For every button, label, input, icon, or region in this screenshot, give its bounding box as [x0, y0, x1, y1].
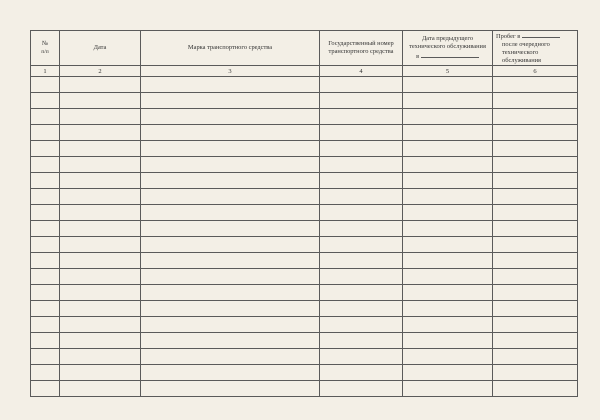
- log-cell[interactable]: [320, 109, 403, 125]
- log-cell[interactable]: [141, 333, 320, 349]
- log-cell[interactable]: [403, 285, 493, 301]
- log-cell[interactable]: [320, 141, 403, 157]
- log-row: [31, 349, 578, 365]
- column-number: 1: [31, 66, 60, 77]
- log-cell[interactable]: [31, 141, 60, 157]
- log-cell[interactable]: [141, 93, 320, 109]
- log-cell[interactable]: [60, 269, 141, 285]
- log-cell[interactable]: [320, 317, 403, 333]
- log-cell[interactable]: [60, 221, 141, 237]
- log-cell[interactable]: [493, 205, 578, 221]
- column-number-row: [31, 66, 578, 77]
- log-cell[interactable]: [141, 269, 320, 285]
- log-cell[interactable]: [31, 125, 60, 141]
- log-cell[interactable]: [60, 141, 141, 157]
- header-registration-number: Государственный номер транспортного средства: [320, 31, 403, 66]
- log-cell[interactable]: [493, 93, 578, 109]
- log-row: [31, 109, 578, 125]
- log-row: [31, 317, 578, 333]
- log-cell[interactable]: [60, 285, 141, 301]
- log-cell[interactable]: [493, 173, 578, 189]
- blank-line: [522, 31, 560, 38]
- log-cell[interactable]: [403, 173, 493, 189]
- log-cell[interactable]: [493, 157, 578, 173]
- log-cell[interactable]: [320, 301, 403, 317]
- log-cell[interactable]: [141, 189, 320, 205]
- log-cell[interactable]: [403, 221, 493, 237]
- log-cell[interactable]: [31, 253, 60, 269]
- log-cell[interactable]: [31, 189, 60, 205]
- log-cell[interactable]: [141, 381, 320, 397]
- log-cell[interactable]: [31, 333, 60, 349]
- log-cell[interactable]: [141, 125, 320, 141]
- column-number: 5: [403, 66, 493, 77]
- log-cell[interactable]: [141, 365, 320, 381]
- log-cell[interactable]: [493, 77, 578, 93]
- log-cell[interactable]: [31, 301, 60, 317]
- log-cell[interactable]: [493, 253, 578, 269]
- header-mileage: [493, 31, 578, 66]
- log-cell[interactable]: [320, 285, 403, 301]
- log-cell[interactable]: [141, 141, 320, 157]
- header-number-sign: №: [41, 40, 49, 47]
- log-cell[interactable]: [320, 125, 403, 141]
- column-number: 4: [320, 66, 403, 77]
- log-cell[interactable]: [403, 77, 493, 93]
- log-cell[interactable]: [60, 301, 141, 317]
- log-cell[interactable]: [493, 109, 578, 125]
- log-row: [31, 77, 578, 93]
- log-row: [31, 173, 578, 189]
- log-cell[interactable]: [141, 301, 320, 317]
- log-row: [31, 237, 578, 253]
- log-cell[interactable]: [403, 157, 493, 173]
- log-cell[interactable]: [141, 253, 320, 269]
- log-cell[interactable]: [320, 173, 403, 189]
- maintenance-log-table: [30, 30, 578, 397]
- log-cell[interactable]: [60, 77, 141, 93]
- log-cell[interactable]: [403, 301, 493, 317]
- log-cell[interactable]: [320, 253, 403, 269]
- log-cell[interactable]: [31, 381, 60, 397]
- log-cell[interactable]: [60, 365, 141, 381]
- log-cell[interactable]: [403, 189, 493, 205]
- log-cell[interactable]: [320, 157, 403, 173]
- log-cell[interactable]: [60, 349, 141, 365]
- log-cell[interactable]: [141, 77, 320, 93]
- log-cell[interactable]: [320, 333, 403, 349]
- log-cell[interactable]: [60, 157, 141, 173]
- blank-line: [421, 51, 479, 58]
- log-cell[interactable]: [31, 349, 60, 365]
- log-row: [31, 157, 578, 173]
- log-cell[interactable]: [141, 221, 320, 237]
- log-cell[interactable]: [320, 205, 403, 221]
- log-cell[interactable]: [141, 349, 320, 365]
- log-cell[interactable]: [60, 109, 141, 125]
- log-cell[interactable]: [141, 317, 320, 333]
- log-cell[interactable]: [60, 333, 141, 349]
- log-row: [31, 269, 578, 285]
- log-cell[interactable]: [60, 173, 141, 189]
- log-cell[interactable]: [493, 269, 578, 285]
- log-cell[interactable]: [320, 221, 403, 237]
- log-cell[interactable]: [493, 333, 578, 349]
- log-row: [31, 125, 578, 141]
- log-cell[interactable]: [60, 93, 141, 109]
- log-cell[interactable]: [493, 189, 578, 205]
- log-cell[interactable]: [60, 205, 141, 221]
- log-cell[interactable]: [403, 141, 493, 157]
- header-number-abbr: п/п: [41, 49, 49, 55]
- log-cell[interactable]: [493, 365, 578, 381]
- log-cell[interactable]: [31, 285, 60, 301]
- log-cell[interactable]: [403, 333, 493, 349]
- log-cell[interactable]: [60, 253, 141, 269]
- log-cell[interactable]: [31, 93, 60, 109]
- log-cell[interactable]: [31, 157, 60, 173]
- log-row: [31, 189, 578, 205]
- log-cell[interactable]: [403, 253, 493, 269]
- log-cell[interactable]: [403, 205, 493, 221]
- log-row: [31, 253, 578, 269]
- log-cell[interactable]: [320, 93, 403, 109]
- log-cell[interactable]: [320, 365, 403, 381]
- log-cell[interactable]: [403, 109, 493, 125]
- log-row: [31, 221, 578, 237]
- log-cell[interactable]: [320, 237, 403, 253]
- header-vehicle-brand: Марка транспортного средства: [141, 31, 320, 66]
- log-cell[interactable]: [31, 205, 60, 221]
- log-cell[interactable]: [31, 109, 60, 125]
- column-number: 2: [60, 66, 141, 77]
- log-cell[interactable]: [31, 221, 60, 237]
- log-cell[interactable]: [31, 173, 60, 189]
- log-cell[interactable]: [60, 189, 141, 205]
- header-mileage-text: после очередного технического обслуживания: [502, 41, 550, 64]
- log-cell[interactable]: [403, 125, 493, 141]
- log-cell[interactable]: [60, 237, 141, 253]
- log-cell[interactable]: [493, 141, 578, 157]
- log-cell[interactable]: [493, 349, 578, 365]
- log-row: [31, 365, 578, 381]
- log-cell[interactable]: [60, 381, 141, 397]
- log-cell[interactable]: [141, 237, 320, 253]
- log-row: [31, 205, 578, 221]
- log-cell[interactable]: [320, 381, 403, 397]
- log-row: [31, 93, 578, 109]
- log-cell[interactable]: [403, 317, 493, 333]
- log-cell[interactable]: [320, 77, 403, 93]
- log-cell[interactable]: [403, 269, 493, 285]
- log-cell[interactable]: [141, 157, 320, 173]
- log-row: [31, 333, 578, 349]
- log-cell[interactable]: [493, 285, 578, 301]
- log-cell[interactable]: [320, 269, 403, 285]
- log-cell[interactable]: [141, 173, 320, 189]
- log-cell[interactable]: [320, 349, 403, 365]
- log-cell[interactable]: [31, 77, 60, 93]
- header-mileage-in: Пробег в: [496, 33, 521, 40]
- header-previous-service-text: Дата предыдущего технического обслуживания: [409, 35, 486, 50]
- log-cell[interactable]: [493, 301, 578, 317]
- log-cell[interactable]: [403, 381, 493, 397]
- header-row: [31, 31, 578, 66]
- log-body: [31, 77, 578, 397]
- log-cell[interactable]: [31, 237, 60, 253]
- log-cell[interactable]: [493, 237, 578, 253]
- log-cell[interactable]: [403, 349, 493, 365]
- log-cell[interactable]: [60, 317, 141, 333]
- log-cell[interactable]: [493, 221, 578, 237]
- log-cell[interactable]: [141, 109, 320, 125]
- log-cell[interactable]: [493, 381, 578, 397]
- log-cell[interactable]: [403, 237, 493, 253]
- log-row: [31, 285, 578, 301]
- log-cell[interactable]: [141, 205, 320, 221]
- log-cell[interactable]: [141, 285, 320, 301]
- log-cell[interactable]: [60, 125, 141, 141]
- log-row: [31, 141, 578, 157]
- log-row: [31, 381, 578, 397]
- log-cell[interactable]: [31, 269, 60, 285]
- column-number: 3: [141, 66, 320, 77]
- log-cell[interactable]: [403, 93, 493, 109]
- header-date: Дата: [60, 31, 141, 66]
- header-row-number: [31, 31, 60, 66]
- log-cell[interactable]: [493, 317, 578, 333]
- header-previous-service-date: [403, 31, 493, 66]
- header-previous-service-in: в: [416, 53, 420, 60]
- log-cell[interactable]: [320, 189, 403, 205]
- log-cell[interactable]: [31, 365, 60, 381]
- column-number: 6: [493, 66, 578, 77]
- log-row: [31, 301, 578, 317]
- log-cell[interactable]: [403, 365, 493, 381]
- log-cell[interactable]: [493, 125, 578, 141]
- log-cell[interactable]: [31, 317, 60, 333]
